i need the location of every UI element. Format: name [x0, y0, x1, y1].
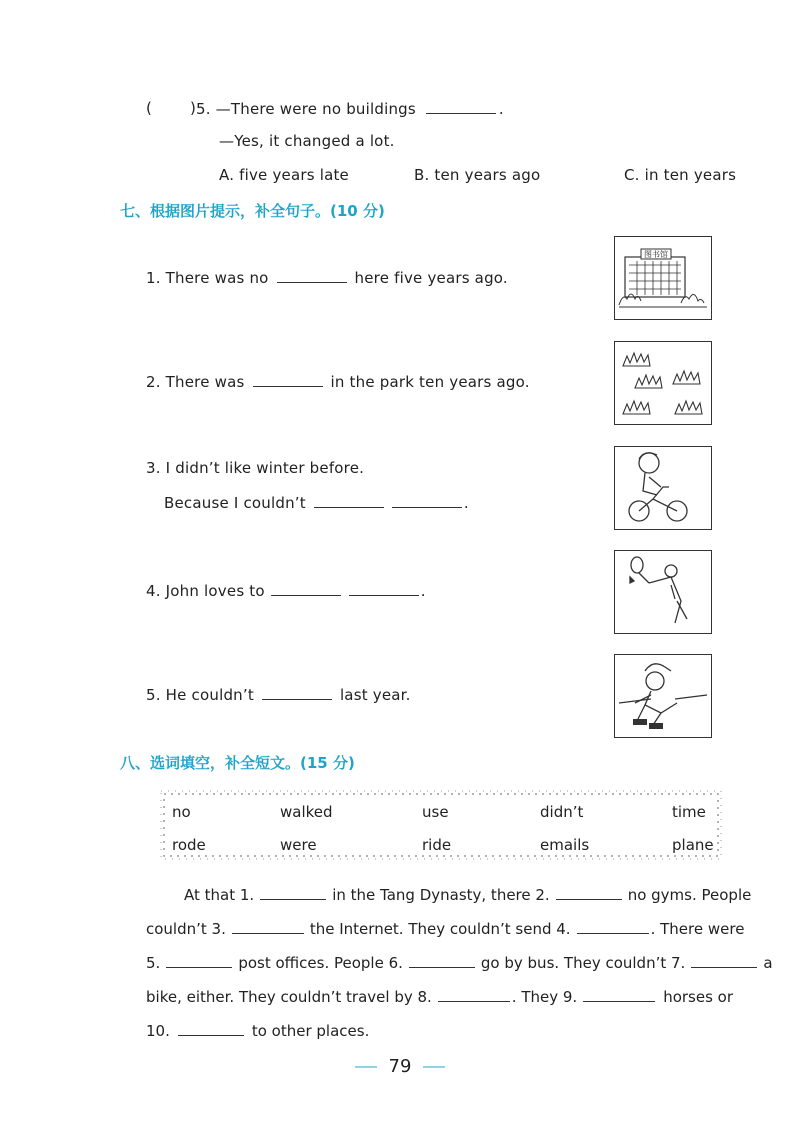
page-number-dash-left [355, 1066, 377, 1068]
answer-blank[interactable] [271, 581, 341, 596]
page-number-dash-right [423, 1066, 445, 1068]
answer-blank[interactable] [426, 99, 496, 114]
answer-blank[interactable] [409, 953, 475, 968]
grass-icon [615, 342, 711, 424]
s7-item-3-line1: 3. I didn’t like winter before. [146, 459, 365, 477]
answer-blank[interactable] [577, 919, 649, 934]
s7-item-3-line2 [164, 493, 469, 512]
answer-blank[interactable] [277, 268, 347, 283]
word-bank [160, 790, 722, 860]
s7-item-1-pre: 1. There was no [146, 269, 269, 287]
passage-text: At that 1. in the Tang Dynasty, there 2. no gyms. People [184, 886, 752, 904]
q5-option-b[interactable]: B. ten years ago [414, 166, 541, 184]
s7-item-4-post: . [420, 582, 426, 600]
answer-blank[interactable] [349, 581, 419, 596]
page-number-value: 79 [388, 1056, 412, 1077]
answer-blank[interactable] [260, 885, 326, 900]
word-didnt: didn’t [540, 803, 584, 821]
q5-line1 [196, 99, 504, 118]
answer-blank[interactable] [314, 493, 384, 508]
q5-option-a[interactable]: A. five years late [219, 166, 349, 184]
s7-item-5-post: last year. [339, 686, 411, 704]
skate-picture [614, 654, 712, 738]
section8-title: 八、选词填空，补全短文。(15 分) [120, 754, 355, 772]
s7-item-2 [146, 372, 530, 391]
answer-blank[interactable] [232, 919, 304, 934]
word-time: time [672, 803, 706, 821]
passage-line-3: 5. post offices. People 6. go by bus. They couldn’t 7. a [146, 954, 773, 972]
badminton-picture [614, 550, 712, 634]
q5-line1-end: . [498, 100, 504, 118]
s7-item-3-post: . [463, 494, 469, 512]
word-plane: plane [672, 836, 714, 854]
grass-picture [614, 341, 712, 425]
answer-blank[interactable] [438, 987, 510, 1002]
library-icon [615, 237, 711, 319]
word-walked: walked [280, 803, 333, 821]
bike-icon [615, 447, 711, 529]
answer-blank[interactable] [583, 987, 655, 1002]
s7-item-5 [146, 685, 411, 704]
s7-item-4-pre: 4. John loves to [146, 582, 265, 600]
answer-blank[interactable] [262, 685, 332, 700]
word-were: were [280, 836, 317, 854]
answer-blank[interactable] [556, 885, 622, 900]
answer-blank[interactable] [178, 1021, 244, 1036]
s7-item-1-post: here five years ago. [354, 269, 508, 287]
word-no: no [172, 803, 191, 821]
library-sign: 图书馆 [644, 250, 668, 259]
word-rode: rode [172, 836, 206, 854]
s7-item-2-pre: 2. There was [146, 373, 245, 391]
passage-line-1 [184, 878, 752, 912]
badminton-icon [615, 551, 711, 633]
skate-icon [615, 655, 711, 737]
q5-option-c[interactable]: C. in ten years [624, 166, 737, 184]
s7-item-1 [146, 268, 508, 287]
bike-picture [614, 446, 712, 530]
word-ride: ride [422, 836, 452, 854]
page-number [0, 1056, 800, 1077]
word-emails: emails [540, 836, 590, 854]
answer-blank[interactable] [691, 953, 757, 968]
section7-title: 七、根据图片提示，补全句子。(10 分) [120, 202, 385, 220]
q5-paren-close: ) [190, 99, 197, 117]
word-use: use [422, 803, 449, 821]
answer-blank[interactable] [253, 372, 323, 387]
q5-line1-text: 5. —There were no buildings [196, 100, 416, 118]
q5-paren-open: ( [146, 99, 153, 117]
s7-item-2-post: in the park ten years ago. [330, 373, 530, 391]
s7-item-4 [146, 581, 426, 600]
passage-line-4: bike, either. They couldn’t travel by 8. . They 9. horses or [146, 988, 734, 1006]
q5-line2: —Yes, it changed a lot. [219, 132, 395, 150]
library-picture [614, 236, 712, 320]
answer-blank[interactable] [392, 493, 462, 508]
passage-line-2: couldn’t 3. the Internet. They couldn’t send 4. . There were [146, 920, 745, 938]
s7-item-5-pre: 5. He couldn’t [146, 686, 254, 704]
s7-item-3-pre: Because I couldn’t [164, 494, 306, 512]
passage-line-5: 10. to other places. [146, 1022, 370, 1040]
answer-blank[interactable] [166, 953, 232, 968]
